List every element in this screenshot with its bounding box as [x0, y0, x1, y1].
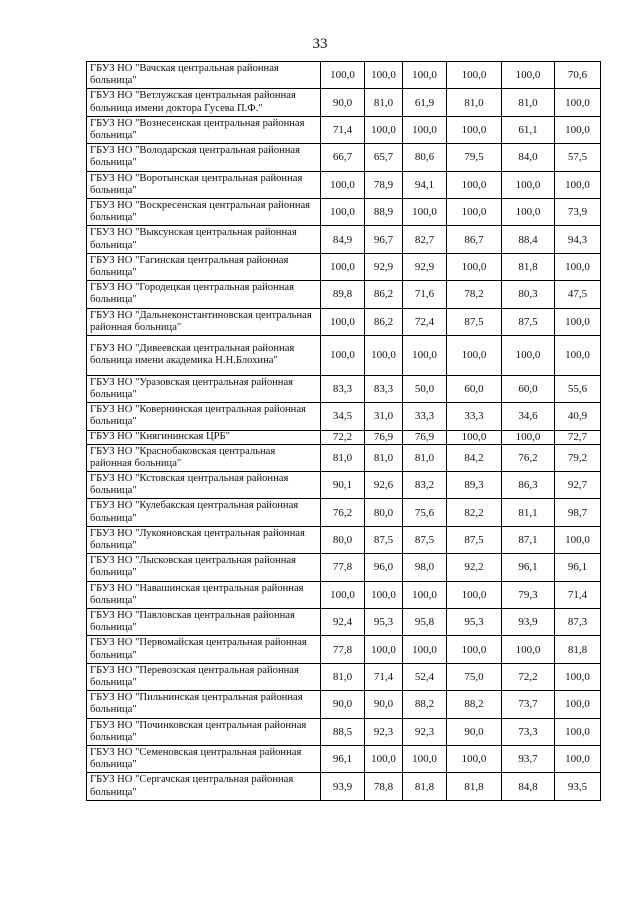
value-cell: 100,0 — [403, 62, 447, 89]
value-cell: 100,0 — [365, 62, 403, 89]
value-cell: 100,0 — [447, 335, 502, 375]
table-row — [87, 116, 601, 143]
value-cell: 81,0 — [447, 89, 502, 116]
value-cell: 100,0 — [403, 116, 447, 143]
value-cell: 100,0 — [403, 581, 447, 608]
value-cell: 81,1 — [502, 499, 555, 526]
value-cell: 87,5 — [447, 308, 502, 335]
value-cell: 73,3 — [502, 718, 555, 745]
value-cell: 95,3 — [365, 609, 403, 636]
table-row — [87, 663, 601, 690]
value-cell: 100,0 — [502, 335, 555, 375]
value-cell: 100,0 — [365, 581, 403, 608]
hospital-name-cell: ГБУЗ НО "Перевозская центральная районная больница" — [87, 663, 321, 690]
value-cell: 78,8 — [365, 773, 403, 800]
table-row — [87, 308, 601, 335]
hospital-name-cell: ГБУЗ НО "Володарская центральная районная больница" — [87, 144, 321, 171]
value-cell: 100,0 — [555, 691, 601, 718]
table-row — [87, 773, 601, 800]
value-cell: 100,0 — [555, 663, 601, 690]
value-cell: 100,0 — [502, 198, 555, 225]
value-cell: 100,0 — [447, 62, 502, 89]
value-cell: 70,6 — [555, 62, 601, 89]
value-cell: 100,0 — [502, 171, 555, 198]
value-cell: 93,9 — [321, 773, 365, 800]
value-cell: 98,0 — [403, 554, 447, 581]
table-row — [87, 499, 601, 526]
value-cell: 96,1 — [502, 554, 555, 581]
value-cell: 81,8 — [502, 253, 555, 280]
value-cell: 96,1 — [555, 554, 601, 581]
table-row — [87, 718, 601, 745]
value-cell: 61,9 — [403, 89, 447, 116]
value-cell: 81,0 — [321, 663, 365, 690]
value-cell: 77,8 — [321, 636, 365, 663]
value-cell: 87,5 — [365, 526, 403, 553]
value-cell: 100,0 — [447, 171, 502, 198]
value-cell: 90,0 — [321, 89, 365, 116]
value-cell: 80,6 — [403, 144, 447, 171]
hospital-name-cell: ГБУЗ НО "Княгининская ЦРБ" — [87, 430, 321, 444]
table-row — [87, 581, 601, 608]
value-cell: 96,7 — [365, 226, 403, 253]
value-cell: 100,0 — [447, 430, 502, 444]
value-cell: 88,2 — [447, 691, 502, 718]
value-cell: 81,8 — [555, 636, 601, 663]
value-cell: 100,0 — [447, 116, 502, 143]
value-cell: 72,2 — [502, 663, 555, 690]
value-cell: 76,9 — [365, 430, 403, 444]
value-cell: 100,0 — [321, 335, 365, 375]
hospital-name-cell: ГБУЗ НО "Кстовская центральная районная больница" — [87, 472, 321, 499]
value-cell: 86,7 — [447, 226, 502, 253]
value-cell: 100,0 — [365, 116, 403, 143]
value-cell: 81,0 — [365, 89, 403, 116]
value-cell: 100,0 — [447, 745, 502, 772]
value-cell: 100,0 — [321, 198, 365, 225]
value-cell: 100,0 — [403, 745, 447, 772]
value-cell: 100,0 — [321, 171, 365, 198]
value-cell: 100,0 — [321, 308, 365, 335]
value-cell: 86,2 — [365, 308, 403, 335]
value-cell: 87,5 — [447, 526, 502, 553]
hospital-name-cell: ГБУЗ НО "Навашинская центральная районная больница" — [87, 581, 321, 608]
value-cell: 86,2 — [365, 281, 403, 308]
value-cell: 100,0 — [321, 253, 365, 280]
value-cell: 79,5 — [447, 144, 502, 171]
value-cell: 83,3 — [321, 375, 365, 402]
value-cell: 92,2 — [447, 554, 502, 581]
value-cell: 84,0 — [502, 144, 555, 171]
value-cell: 73,9 — [555, 198, 601, 225]
value-cell: 92,6 — [365, 472, 403, 499]
value-cell: 95,3 — [447, 609, 502, 636]
value-cell: 31,0 — [365, 403, 403, 430]
hospital-name-cell: ГБУЗ НО "Лукояновская центральная районная больница" — [87, 526, 321, 553]
table-row — [87, 281, 601, 308]
value-cell: 76,2 — [321, 499, 365, 526]
value-cell: 94,1 — [403, 171, 447, 198]
value-cell: 88,2 — [403, 691, 447, 718]
table-row — [87, 444, 601, 471]
value-cell: 52,4 — [403, 663, 447, 690]
value-cell: 87,5 — [403, 526, 447, 553]
hospital-name-cell: ГБУЗ НО "Павловская центральная районная больница" — [87, 609, 321, 636]
value-cell: 82,7 — [403, 226, 447, 253]
hospital-name-cell: ГБУЗ НО "Краснобаковская центральная районная больница" — [87, 444, 321, 471]
value-cell: 81,0 — [365, 444, 403, 471]
value-cell: 81,0 — [502, 89, 555, 116]
hospital-name-cell: ГБУЗ НО "Семеновская центральная районная больница" — [87, 745, 321, 772]
value-cell: 93,9 — [502, 609, 555, 636]
table-row — [87, 403, 601, 430]
value-cell: 86,3 — [502, 472, 555, 499]
hospital-name-cell: ГБУЗ НО "Кулебакская центральная районная больница" — [87, 499, 321, 526]
value-cell: 76,2 — [502, 444, 555, 471]
value-cell: 75,0 — [447, 663, 502, 690]
value-cell: 66,7 — [321, 144, 365, 171]
value-cell: 83,2 — [403, 472, 447, 499]
value-cell: 90,0 — [447, 718, 502, 745]
table-body — [87, 62, 601, 801]
value-cell: 73,7 — [502, 691, 555, 718]
value-cell: 79,3 — [502, 581, 555, 608]
value-cell: 87,3 — [555, 609, 601, 636]
value-cell: 61,1 — [502, 116, 555, 143]
value-cell: 100,0 — [321, 581, 365, 608]
value-cell: 100,0 — [447, 581, 502, 608]
value-cell: 90,1 — [321, 472, 365, 499]
value-cell: 100,0 — [555, 308, 601, 335]
value-cell: 77,8 — [321, 554, 365, 581]
value-cell: 100,0 — [502, 430, 555, 444]
value-cell: 33,3 — [403, 403, 447, 430]
value-cell: 34,6 — [502, 403, 555, 430]
value-cell: 72,2 — [321, 430, 365, 444]
value-cell: 92,9 — [365, 253, 403, 280]
value-cell: 95,8 — [403, 609, 447, 636]
value-cell: 96,0 — [365, 554, 403, 581]
value-cell: 71,4 — [365, 663, 403, 690]
hospital-name-cell: ГБУЗ НО "Гагинская центральная районная больница" — [87, 253, 321, 280]
hospital-name-cell: ГБУЗ НО "Уразовская центральная районная больница" — [87, 375, 321, 402]
hospital-name-cell: ГБУЗ НО "Ковернинская центральная районная больница" — [87, 403, 321, 430]
table-row — [87, 609, 601, 636]
value-cell: 72,7 — [555, 430, 601, 444]
value-cell: 100,0 — [555, 171, 601, 198]
value-cell: 80,0 — [365, 499, 403, 526]
value-cell: 88,5 — [321, 718, 365, 745]
value-cell: 55,6 — [555, 375, 601, 402]
hospital-name-cell: ГБУЗ НО "Выксунская центральная районная больница" — [87, 226, 321, 253]
value-cell: 71,4 — [321, 116, 365, 143]
table-row — [87, 472, 601, 499]
value-cell: 78,2 — [447, 281, 502, 308]
table-row — [87, 636, 601, 663]
value-cell: 60,0 — [502, 375, 555, 402]
value-cell: 81,0 — [403, 444, 447, 471]
hospital-name-cell: ГБУЗ НО "Дивеевская центральная районная больница имени академика Н.Н.Блохина" — [87, 335, 321, 375]
value-cell: 81,8 — [447, 773, 502, 800]
value-cell: 80,0 — [321, 526, 365, 553]
value-cell: 65,7 — [365, 144, 403, 171]
value-cell: 100,0 — [365, 636, 403, 663]
value-cell: 100,0 — [555, 526, 601, 553]
value-cell: 100,0 — [447, 253, 502, 280]
value-cell: 84,9 — [321, 226, 365, 253]
value-cell: 100,0 — [447, 636, 502, 663]
value-cell: 71,4 — [555, 581, 601, 608]
value-cell: 92,4 — [321, 609, 365, 636]
hospital-indicators-table — [86, 61, 601, 801]
value-cell: 92,3 — [403, 718, 447, 745]
value-cell: 96,1 — [321, 745, 365, 772]
table-row — [87, 375, 601, 402]
hospital-name-cell: ГБУЗ НО "Починковская центральная районная больница" — [87, 718, 321, 745]
value-cell: 98,7 — [555, 499, 601, 526]
value-cell: 87,5 — [502, 308, 555, 335]
table-row — [87, 691, 601, 718]
value-cell: 83,3 — [365, 375, 403, 402]
table-row — [87, 226, 601, 253]
table-row — [87, 335, 601, 375]
value-cell: 100,0 — [555, 253, 601, 280]
value-cell: 71,6 — [403, 281, 447, 308]
table-row — [87, 430, 601, 444]
hospital-name-cell: ГБУЗ НО "Воротынская центральная районная больница" — [87, 171, 321, 198]
hospital-name-cell: ГБУЗ НО "Сергачская центральная районная больница" — [87, 773, 321, 800]
hospital-name-cell: ГБУЗ НО "Пильнинская центральная районная больница" — [87, 691, 321, 718]
value-cell: 88,9 — [365, 198, 403, 225]
hospital-name-cell: ГБУЗ НО "Вачская центральная районная больница" — [87, 62, 321, 89]
hospital-name-cell: ГБУЗ НО "Вознесенская центральная районная больница" — [87, 116, 321, 143]
value-cell: 80,3 — [502, 281, 555, 308]
value-cell: 100,0 — [403, 198, 447, 225]
value-cell: 100,0 — [502, 62, 555, 89]
value-cell: 79,2 — [555, 444, 601, 471]
value-cell: 75,6 — [403, 499, 447, 526]
value-cell: 89,3 — [447, 472, 502, 499]
value-cell: 100,0 — [555, 718, 601, 745]
value-cell: 100,0 — [447, 198, 502, 225]
value-cell: 78,9 — [365, 171, 403, 198]
page-number: 33 — [312, 36, 328, 52]
value-cell: 60,0 — [447, 375, 502, 402]
hospital-name-cell: ГБУЗ НО "Первомайская центральная районная больница" — [87, 636, 321, 663]
value-cell: 33,3 — [447, 403, 502, 430]
value-cell: 92,7 — [555, 472, 601, 499]
table-row — [87, 89, 601, 116]
table-row — [87, 62, 601, 89]
value-cell: 47,5 — [555, 281, 601, 308]
value-cell: 93,7 — [502, 745, 555, 772]
hospital-name-cell: ГБУЗ НО "Воскресенская центральная районная больница" — [87, 198, 321, 225]
value-cell: 88,4 — [502, 226, 555, 253]
table-row — [87, 144, 601, 171]
hospital-name-cell: ГБУЗ НО "Ветлужская центральная районная больница имени доктора Гусева П.Ф." — [87, 89, 321, 116]
table-row — [87, 745, 601, 772]
table-row — [87, 198, 601, 225]
value-cell: 76,9 — [403, 430, 447, 444]
value-cell: 100,0 — [365, 335, 403, 375]
table-row — [87, 253, 601, 280]
value-cell: 100,0 — [555, 335, 601, 375]
value-cell: 93,5 — [555, 773, 601, 800]
value-cell: 72,4 — [403, 308, 447, 335]
value-cell: 89,8 — [321, 281, 365, 308]
hospital-name-cell: ГБУЗ НО "Городецкая центральная районная больница" — [87, 281, 321, 308]
value-cell: 82,2 — [447, 499, 502, 526]
table-row — [87, 554, 601, 581]
table-row — [87, 171, 601, 198]
hospital-name-cell: ГБУЗ НО "Дальнеконстантиновская центральная районная больница" — [87, 308, 321, 335]
value-cell: 81,8 — [403, 773, 447, 800]
value-cell: 81,0 — [321, 444, 365, 471]
value-cell: 100,0 — [403, 335, 447, 375]
value-cell: 90,0 — [321, 691, 365, 718]
value-cell: 40,9 — [555, 403, 601, 430]
value-cell: 100,0 — [321, 62, 365, 89]
value-cell: 100,0 — [403, 636, 447, 663]
value-cell: 100,0 — [555, 89, 601, 116]
value-cell: 92,9 — [403, 253, 447, 280]
hospital-name-cell: ГБУЗ НО "Лысковская центральная районная больница" — [87, 554, 321, 581]
value-cell: 87,1 — [502, 526, 555, 553]
value-cell: 94,3 — [555, 226, 601, 253]
value-cell: 84,8 — [502, 773, 555, 800]
value-cell: 57,5 — [555, 144, 601, 171]
value-cell: 50,0 — [403, 375, 447, 402]
value-cell: 100,0 — [555, 745, 601, 772]
value-cell: 92,3 — [365, 718, 403, 745]
value-cell: 100,0 — [365, 745, 403, 772]
value-cell: 100,0 — [502, 636, 555, 663]
value-cell: 84,2 — [447, 444, 502, 471]
value-cell: 100,0 — [555, 116, 601, 143]
value-cell: 34,5 — [321, 403, 365, 430]
value-cell: 90,0 — [365, 691, 403, 718]
table-row — [87, 526, 601, 553]
